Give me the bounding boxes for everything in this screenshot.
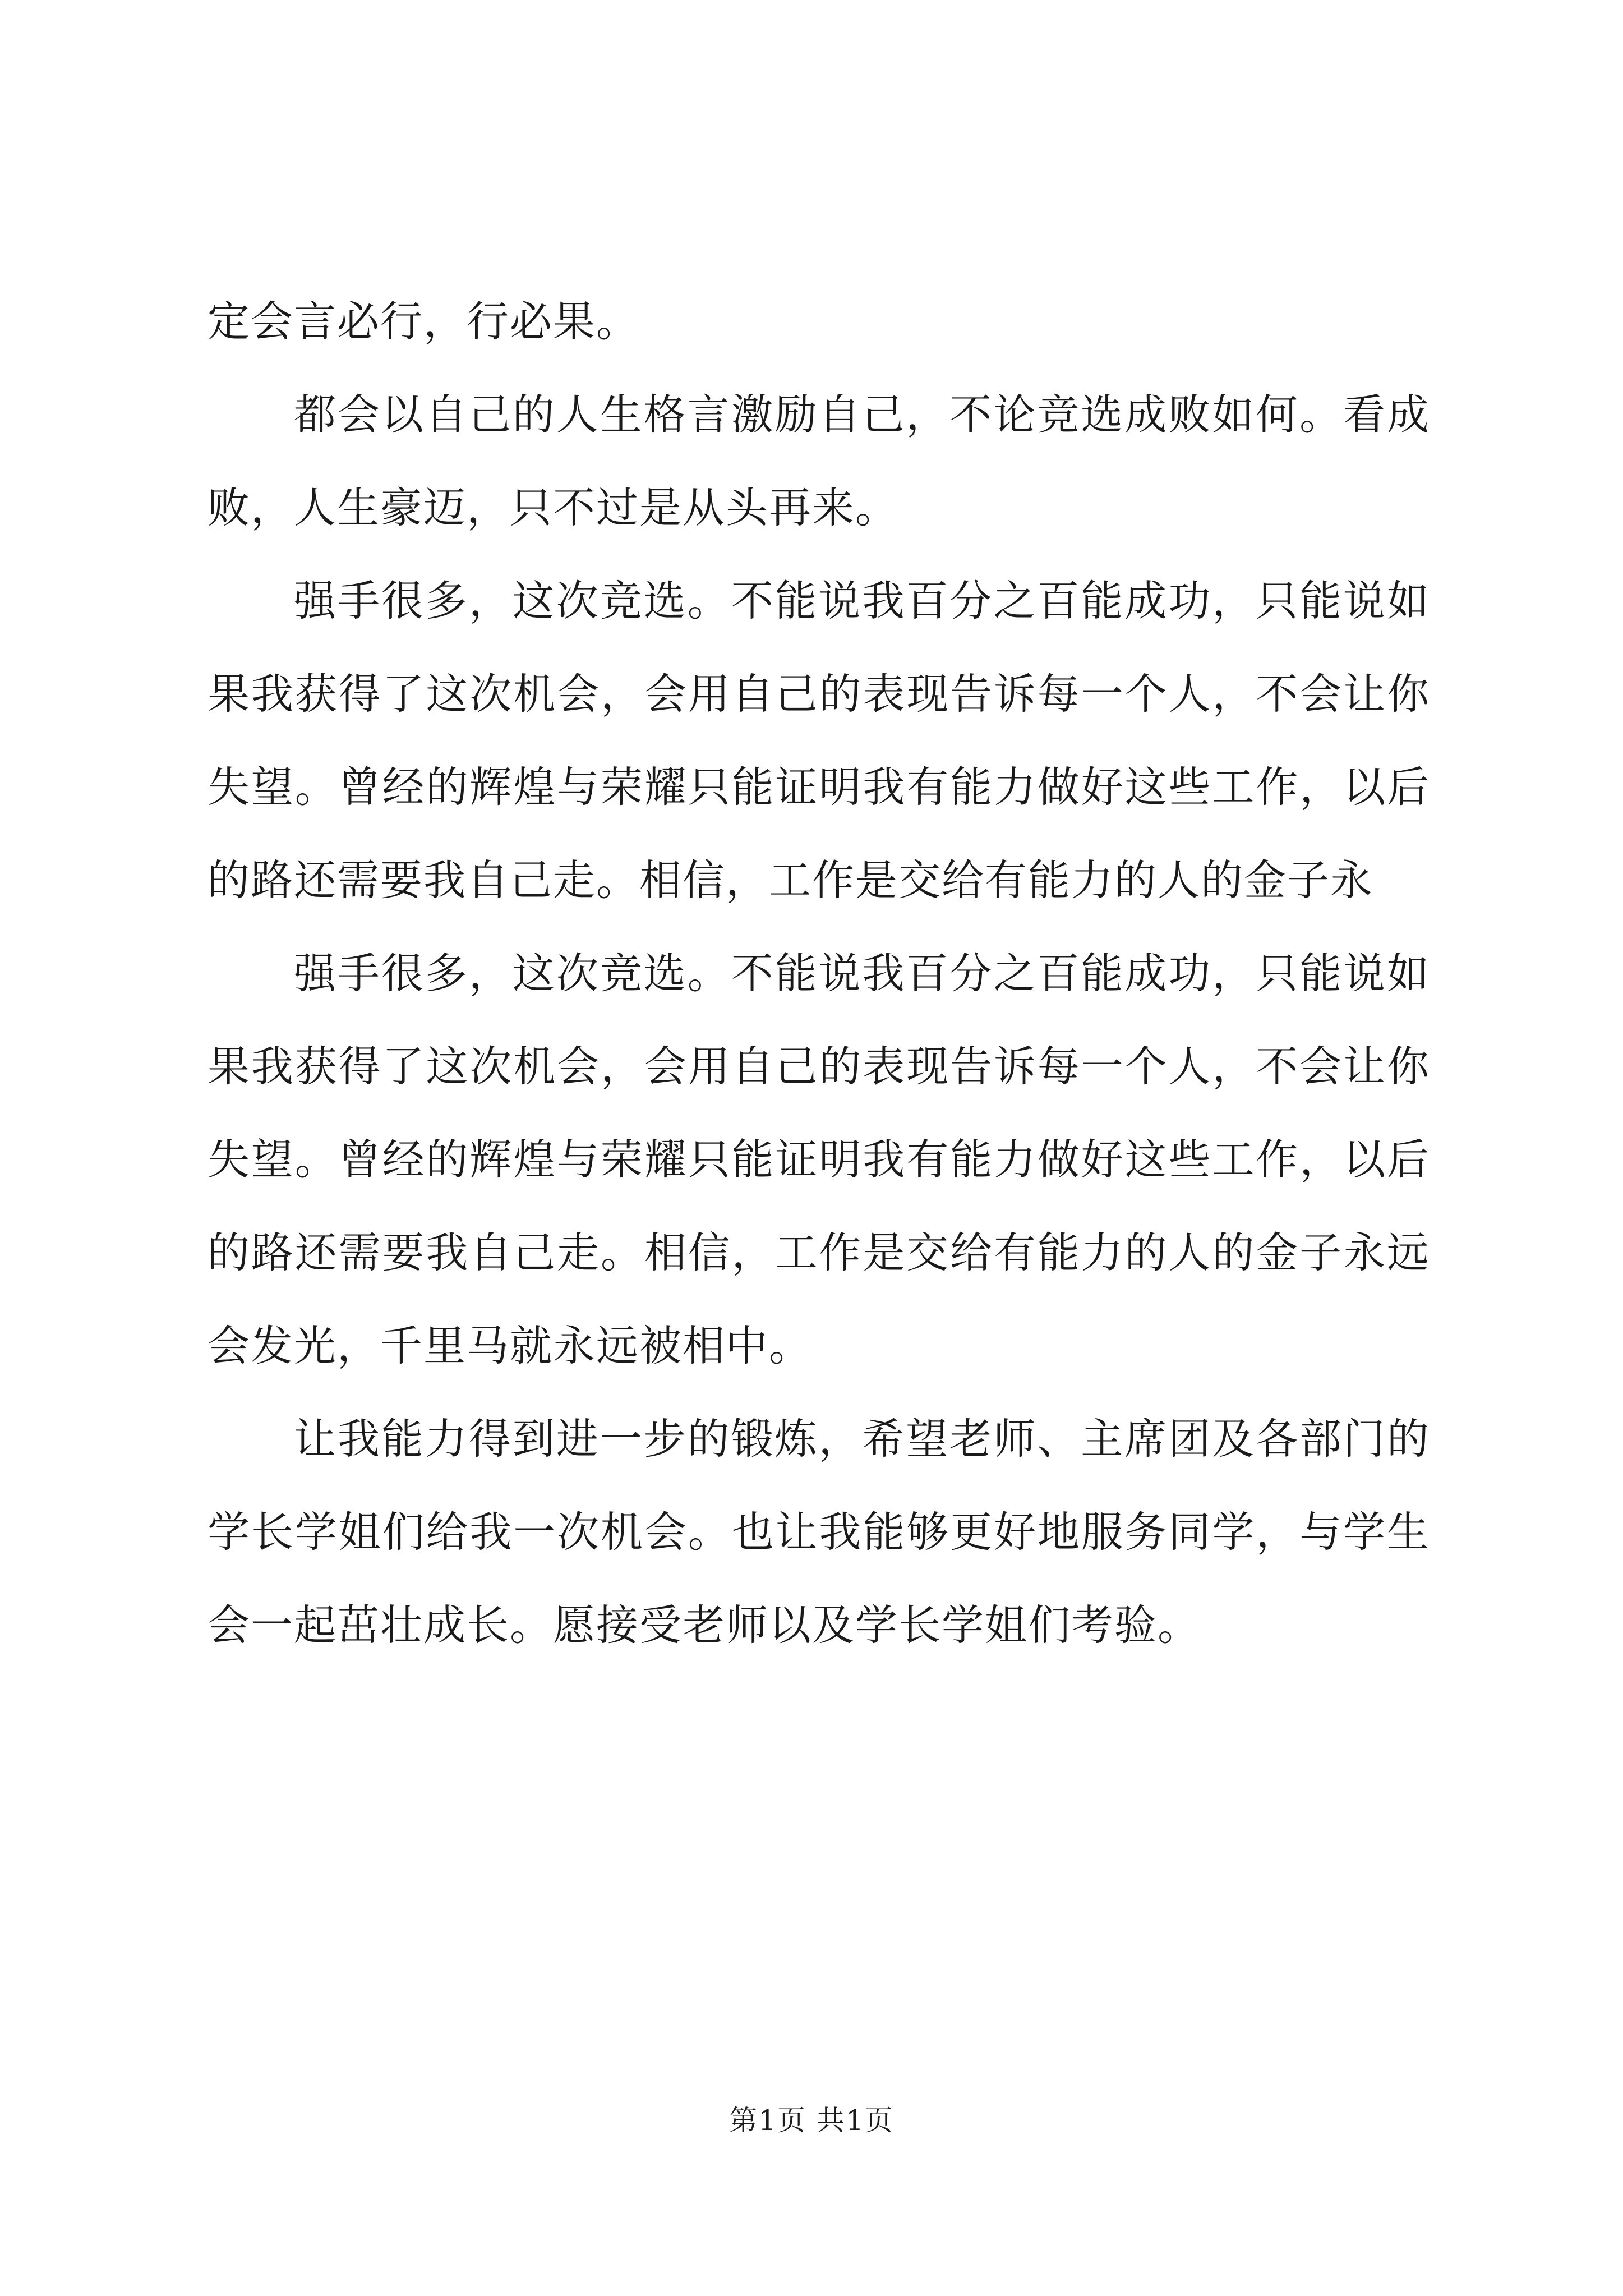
page-footer: 第1页 共1页 [729, 2104, 894, 2137]
paragraph-4: 强手很多，这次竞选。不能说我百分之百能成功，只能说如果我获得了这次机会，会用自己的表现告诉每一个人，不会让你失望。曾经的辉煌与荣耀只能证明我有能力做好这些工作，以后的路还需要我自己走。相信，工作是交给有能力的人的金子永远会发光，千里马就永远被相中。 [208, 949, 1430, 1370]
paragraph-5: 让我能力得到进一步的锻炼，希望老师、主席团及各部门的学长学姐们给我一次机会。也让我能够更好地服务同学，与学生会一起茁壮成长。愿接受老师以及学长学姐们考验。 [208, 1414, 1430, 1650]
document-body [208, 275, 1430, 1672]
paragraph-3: 强手很多，这次竞选。不能说我百分之百能成功，只能说如果我获得了这次机会，会用自己的表现告诉每一个人，不会让你失望。曾经的辉煌与荣耀只能证明我有能力做好这些工作，以后的路还需要我自己走。相信，工作是交给有能力的人的金子永 [208, 576, 1430, 905]
paragraph-2: 都会以自己的人生格言激励自己，不论竞选成败如何。看成败，人生豪迈，只不过是从头再来。 [208, 390, 1430, 532]
paragraph-1: 定会言必行，行必果。 [208, 297, 640, 346]
